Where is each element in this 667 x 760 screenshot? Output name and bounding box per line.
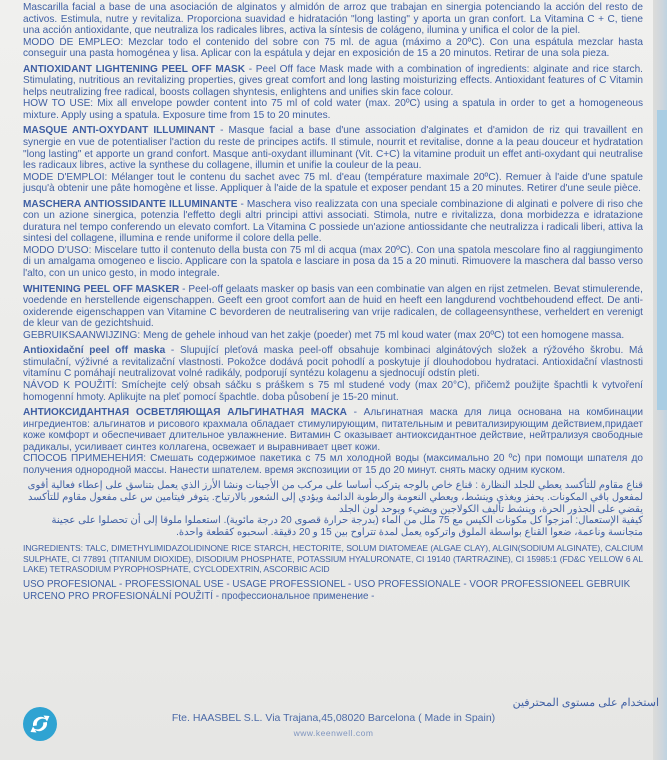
section-en (23, 64, 643, 122)
es-description: Mascarilla facial a base de una asociación de alginatos y almidón de arroz que trabajan en sinergia potenciando la acción del resto de activos. Estimula, nutre y revitaliza. Proporciona suavidad e hidratación "long lasting" y aporta un gran confort. La Vitamina C + C, tiene una acción antioxidante, que neutraliza los radicales libres, activa la síntesis de colágeno, ilumina y unifica el color de la piel. (23, 2, 643, 37)
section-ar (23, 480, 643, 538)
nl-usage: GEBRUIKSAANWIJZING: Meng de gehele inhoud van het zakje (poeder) met 75 ml koud water (max 20ºC) tot een homogene massa. (23, 329, 625, 341)
nl-description: - Peel-off gelaats masker op basis van een combinatie van algen en rijst zetmelen. Bevat stimulerende, voedende en herstellende eigenschappen. Geeft een groot comfort aan de huid en heeft een langdurend vochtbehoudend effect. De anti-oxiderende eigenschappen van Vitamine C bevorderen de neutralisering van vrije radicalen, de collageensynthese, verheldert en verenigt de kleur van de gezichtshuid. (23, 283, 643, 330)
section-fr (23, 125, 643, 194)
fr-usage: MODE D'EMPLOI: Mélanger tout le contenu du sachet avec 75 ml. d'eau (température maximale 20ºC). Remuer à l'aide d'une spatule jusqu'à obtenir une pâte homogène et lisse. Appliquer à l'aide de la spatule et exposer pendant 15 a 20 minutes. Retirer d'une seule pièce. (23, 171, 643, 195)
professional-use-line-2: URCENO PRO PROFESIONÁLNÍ POUŽITÍ - профессиональное применение - (23, 590, 375, 602)
recycle-icon (20, 704, 60, 744)
section-cs (23, 345, 643, 403)
ru-heading: АНТИОКСИДАНТНАЯ ОСВЕТЛЯЮЩАЯ АЛЬГИНАТНАЯ МАСКА (23, 407, 347, 419)
ar-description: قناع مقاوم للتأكسد يعطي للجلد النظارة : قناع خاص بالوجه يتركب أساسا على مركب من الأجينات ونشا الأرز الذي يعمل بتناسق على إعطاء فعالية أقوى لمفعول باقي المكونات. يحفز ويغذي وينشط، ويعطي النعومة والرطوبة الدائمة ويؤدي إلى الشعور بالارتياح. يتوفر فيتامين س على مفعول مقاوم للتأكسد يقضي على الجذور الحرة، وينشط تأليف الكولاجين ويضيء ويوحد لون الجلد (27, 480, 643, 515)
cs-usage: NÁVOD K POUŽITÍ: Smíchejte celý obsah sáčku s práškem s 75 ml studené vody (max 20°C), přičemž použijte špachtli k vytvoření homogenní hmoty. Aplikujte na pleť pomocí špachtle. doba působení je 15-20 minut. (23, 379, 643, 403)
en-heading: ANTIOXIDANT LIGHTENING PEEL OFF MASK (23, 63, 246, 75)
ru-description: - Альгинатная маска для лица основана на комбинации ингредиентов: альгинатов и рисового крахмала обладает стимулирующим, питательным и ревитализирующим действием,придает коже комфорт и обеспечивает длительное увлажнение. Витамин С оказывает антиоксидантное действие, нейтрализуя свободные радикалы, усиливает синтез коллагена, освежает и выравнивает цвет кожи. (23, 407, 644, 453)
it-usage: MODO D'USO: Miscelare tutto il contenuto della busta con 75 ml di acqua (max 20ºC). Con una spatola mescolare fino al raggiungimento di un amalgama omogeneo e liscio. Applicare con la spatola e lasciare in posa da 15 a 20 minuti. Rimuovere la maschera dal basso verso l'alto, con un unico gesto, in modo integrale. (23, 244, 643, 280)
fr-heading: MASQUE ANTI-OXYDANT ILLUMINANT (23, 125, 215, 137)
cs-description: - Slupující pleťová maska peel-off obsahuje kombinaci alginátových složek a rýžového škrobu. Má stimulační, výživné a revitalizační vlastnosti. Pokožce dodává pocit pohodlí a poskytuje jí dlouhodobou hydrataci. Antioxidační vlastnosti vitamínu C pomáhají neutralizovat volné radikály, podporují syntézu kolagenu a sjednocují odstín pleti. (23, 345, 643, 380)
fr-description: - Masque facial a base d'une association d'alginates et d'amidon de riz qui travaillent en synergie en vue de potentialiser l'action du reste de principes actifs. Il stimule, nourrit et revitalise, donne a la peau douceur et hydratation "long lasting" et apporte un grand confort. Masque anti-oxydant illuminant (Vit. C+C) la vitamine produit un effet anti-oxydant qui neutralise les radicaux libres, active la synthese du collagene, illumin et unifie la couleur de la peau. (23, 125, 643, 172)
professional-use-arabic: استخدام على مستوى المحترفين (512, 697, 659, 709)
professional-use (23, 579, 643, 602)
manufacturer-address: Fte. HAASBEL S.L. Via Trajana,45,08020 Barcelona ( Made in Spain) (171, 712, 496, 724)
section-es (23, 2, 643, 60)
en-description: - Peel Off face Mask made with a combination of ingredients: alginate and rice starch. Stimulating, nutritious an revitalizing properties, gives great comfort and long lasting moisturizing effects. Antioxidant features of C Vitamin helps neutralizing free radical, boosts collagen shyntesis, enlightens and unifies skin face colour. (23, 63, 643, 98)
label-text (23, 2, 643, 602)
cs-heading: Antioxidační peel off maska (23, 345, 166, 357)
sachet-blue-tab (657, 110, 667, 410)
section-ru (23, 407, 643, 476)
ingredients-list: INGREDIENTS: TALC, DIMETHYLIMIDAZOLIDINONE RICE STARCH, HECTORITE, SOLUM DIATOMEAE (ALGAE CLAY), ALGIN(SODIUM ALGINATE), CALCIUM SULPHATE, CI 77891 (TITANIUM DIOXIDE), DISODIUM PHOSPHATE, POTASSIUM HYALURONATE, CI 19140 (TARTRAZINE), CI 15985:1 (FD&C YELLOW 6 AL LAKE) TETRASODIUM PYROPHOSPHATE, CYCLODEXTRIN, ASCORBIC ACID (23, 543, 643, 574)
es-usage: MODO DE EMPLEO: Mezclar todo el contenido del sobre con 75 ml. de agua (máximo a 20ºC). Con una espátula mezclar hasta conseguir una pasta homogénea y lisa. Aplicar con la espátula y dejar en exposición de 15 a 20 minutos. Retirar de una sola pieza. (23, 36, 643, 60)
ru-usage: СПОСОБ ПРИМЕНЕНИЯ: Смешать содержимое пакетика с 75 мл холодной воды (максимально 20 ºс) при помощи шпателя до получения однородной массы. Нанести шпателем. время экспозиции от 15 до 20 минут. снять маску одним куском. (23, 453, 643, 476)
section-nl (23, 284, 643, 342)
it-description: - Maschera viso realizzata con una speciale combinazione di alginati e polvere di riso che con un azione sinergica, potenzia l'effetto degli altri principi attivi associati. Stimola, nutre e rivitalizza, dona morbidezza e idratazione duratura nel tempo conferendo un elevato comfort. La Vitamina C possiede un'azione antiossidante che neutralizza i radicali liberi, attiva la sintesi del collagene, illumina e rende uniforme il colore della pelle. (23, 198, 643, 245)
website-url: www.keenwell.com (293, 728, 374, 738)
professional-use-line-1: USO PROFESIONAL - PROFESSIONAL USE - USAGE PROFESSIONEL - USO PROFESSIONALE - VOOR PROFESSIONEEL GEBRUIK (23, 579, 631, 591)
ar-usage: كيفية الإستعمال: امزجوا كل مكونات الكيس مع 75 ملل من الماء (بدرجة حرارة قصوى 20 درجة مائوية). استعملوا ملوقا إلى أن تحصلوا على عجينة متجانسة وناعمة، ضعوا القناع بواسطة الملوق واتركوه يعمل لمدة تتراوح بين 15 و 20 دقيقة. اسحبوه كقطعة واحدة. (51, 515, 643, 538)
it-heading: MASCHERA ANTIOSSIDANTE ILLUMINANTE (23, 198, 238, 210)
section-it (23, 199, 643, 280)
en-usage: HOW TO USE: Mix all envelope powder content into 75 ml of cold water (max. 20ºC) using a spatula in order to get a homogeneous mixture. Apply using a spatula. Exposure time from 15 to 20 minutes. (23, 98, 643, 121)
nl-heading: WHITENING PEEL OFF MASKER (23, 283, 180, 295)
